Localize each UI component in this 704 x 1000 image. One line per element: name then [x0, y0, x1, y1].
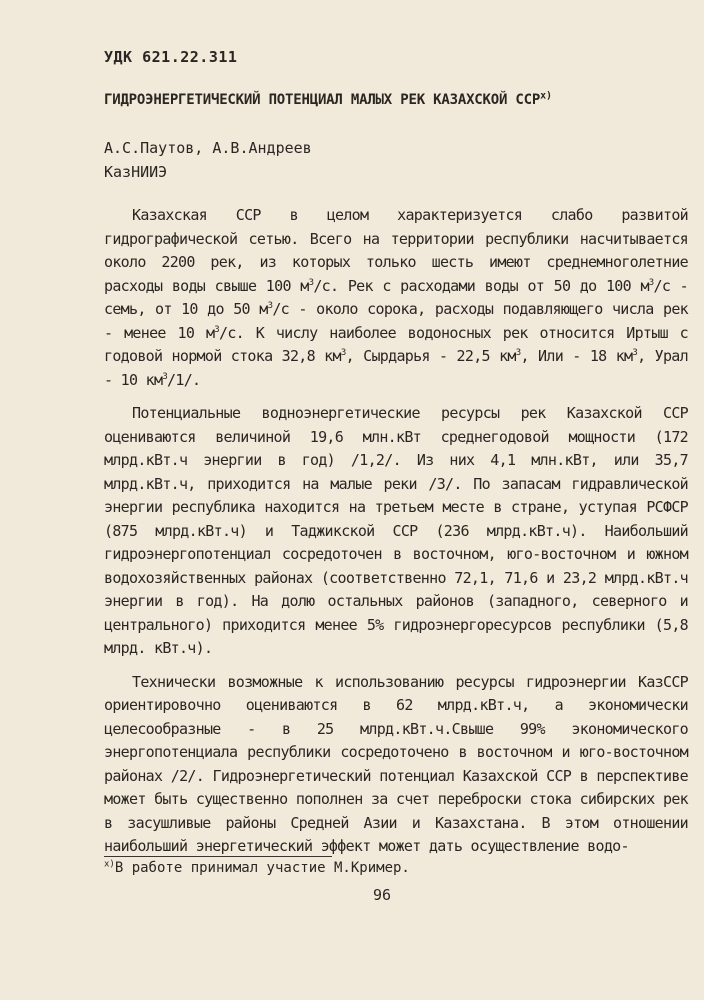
p1-text-i: /1/. [167, 370, 201, 389]
footnote-divider [104, 856, 332, 857]
p1-text-c: /с - семь, от 10 до 50 м [104, 276, 688, 318]
p1-sup-8: 3 [162, 371, 168, 382]
p1-sup-5: 3 [340, 348, 346, 358]
p1-text-b: /с. Рек с расходами воды от 50 до 100 м [313, 276, 649, 295]
footnote [104, 860, 410, 876]
p1-text-f: , Сырдарья - 22,5 км [345, 347, 516, 365]
p1-text-a: Казахская ССР в целом характеризуется слабо развитой гидрографической сетью. Всего на территории республики насчитывается около 2200 рек, из которых только шесть имеют среднемноголетние расходы воды свыше 100 м [104, 206, 688, 295]
paragraph-3: Технически возможные к использованию ресурсы гидроэнергии КазССР ориентировочно оцениваются в 62 млрд.кВт.ч, а экономически целесообразные - в 25 млрд.кВт.ч.Свыше 99% экономического энергопотенциала республики сосредоточено в восточном и юго-восточном районах /2/. Гидроэнергетический потенциал Казахской ССР в перспективе может быть существенно пополнен за счет переброски стока сибирских рек в засушливые районы Средней Азии и Казахстана. В этом отношении наибольший энергетический эффект может дать осуществление водо- [104, 672, 688, 855]
article-body [104, 204, 688, 859]
institution: КазНИИЭ [104, 163, 168, 181]
p1-sup-2: 3 [648, 277, 654, 288]
paragraph-2: Потенциальные водноэнергетические ресурсы рек Казахской ССР оцениваются величиной 19,6 млн.кВт среднегодовой мощности (172 млрд.кВт.ч энергии в год) /1,2/. Из них 4,1 млн.кВт, или 35,7 млрд.кВт.ч, приходится на малые реки /3/. По запасам гидравлической энергии республика находится на третьем месте в стране, уступая РСФСР (875 млрд.кВт.ч) и Таджикской ССР (236 млрд.кВт.ч). Наибольший гидроэнергопотенциал сосредоточен в восточном, юго-восточном и южном водохозяйственных районах (соответственно 72,1, 71,6 и 23,2 млрд.кВт.ч энергии в год). На долю остальных районов (западного, северного и центрального) приходится менее 5% гидроэнергоресурсов республики (5,8 млрд. кВт.ч). [104, 404, 688, 657]
p1-sup-4: 3 [214, 324, 219, 335]
p1-sup-3: 3 [267, 301, 273, 311]
article-title [104, 92, 684, 108]
article-title-text: ГИДРОЭНЕРГЕТИЧЕСКИЙ ПОТЕНЦИАЛ МАЛЫХ РЕК КАЗАХСКОЙ ССР [104, 92, 541, 108]
udk-code: УДК 621.22.311 [104, 48, 238, 66]
p1-text-g: , Или - 18 км [520, 347, 633, 365]
footnote-marker: x) [104, 859, 115, 870]
page-number: 96 [372, 886, 392, 904]
p1-sup-1: 3 [308, 277, 314, 288]
p1-sup-6: 3 [515, 348, 521, 358]
title-footnote-marker: x) [540, 90, 552, 102]
p1-sup-7: 3 [632, 348, 638, 358]
p1-text-h: , Урал - 10 км [104, 347, 688, 389]
author-block [104, 136, 312, 184]
footnote-text: В работе принимал участие М.Кример. [114, 860, 410, 876]
p1-text-d: /с - около сорока, расходы подавляющего числа рек - менее 10 м [104, 300, 688, 342]
authors: А.С.Паутов, А.В.Андреев [104, 139, 312, 157]
paragraph-1 [104, 204, 688, 392]
p1-text-e: /с. К числу наиболее водоносных рек относится Иртыш с годовой нормой стока 32,8 км [104, 323, 688, 365]
